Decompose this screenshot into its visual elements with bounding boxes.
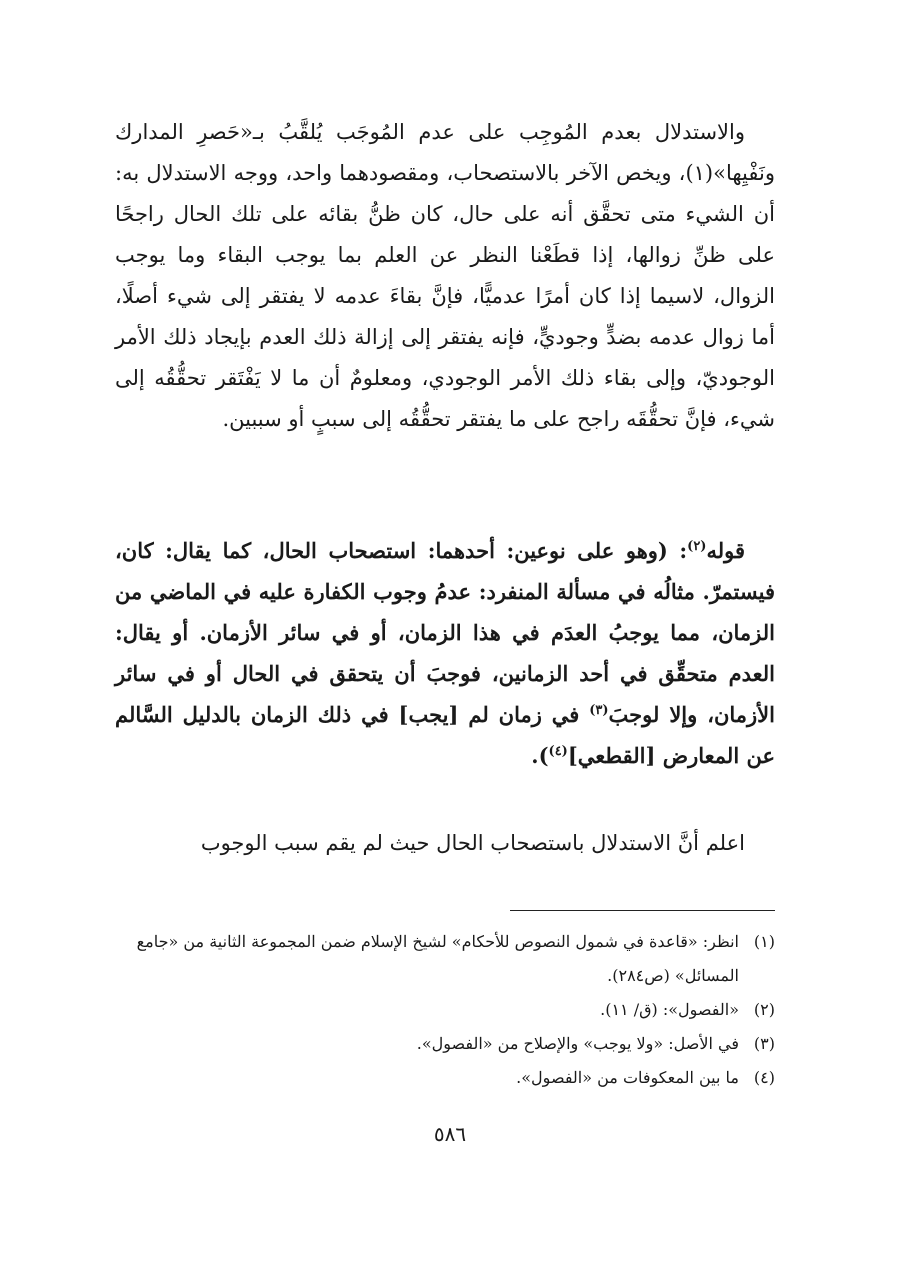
quoted-text-part-a: : (وهو على نوعين: أحدهما: استصحاب الحال، كما يقال: كان، فيستمرّ. مثالُه في مسألة المنفرد: عدمُ وجوب الكفارة عليه في الماضي من الزمان، مما يوجبُ العدَم في هذا الزمان، أو في سائر الأزمان. أو يقال: العدم متحقِّق في أحد الزمانين، فوجبَ أن يتحقق في الحال أو في سائر الأزمان، وإلا لوجبَ bbox=[115, 538, 775, 727]
body-paragraph-3 bbox=[115, 823, 775, 864]
footnote-number: (٤) bbox=[753, 1068, 775, 1087]
quoted-text-part-b: في زمان لم [يجب] في ذلك الزمان بالدليل السَّالم عن المعارض [القطعي] bbox=[115, 702, 775, 768]
footnote-text: انظر: «قاعدة في شمول النصوص للأحكام» لشيخ الإسلام ضمن المجموعة الثانية من «جامع المسائل» (ص٢٨٤). bbox=[136, 932, 739, 985]
footnote-item bbox=[115, 1027, 775, 1061]
footnote-number: (٣) bbox=[753, 1034, 775, 1053]
footnote-text: «الفصول»: (ق/ ١١). bbox=[600, 1000, 739, 1019]
body-paragraph-1-text: والاستدلال بعدم المُوجِب على عدم المُوجَب يُلقَّبُ بـ«حَصرِ المدارك ونَفْيِها»(١)، ويخص الآخر بالاستصحاب، ومقصودهما واحد، ووجه الاستدلال به: أن الشيء متى تحقَّق أنه على حال، كان ظنُّ بقائه على تلك الحال راجحًا على ظنِّ زوالها، إذا قطَعْنا النظر عن العلم بما يوجب البقاء وما يوجب الزوال، لاسيما إذا كان أمرًا عدميًّا، فإنَّ بقاءَ عدمه لا يفتقر إلى شيء أصلًا، أما زوال عدمه بضدٍّ وجوديٍّ، فإنه يفتقر إلى إزالة ذلك العدم بإيجاد ذلك الأمر الوجوديّ، وإلى بقاء ذلك الأمر الوجودي، ومعلومٌ أن ما لا يَفْتَقر تحقُّقُه إلى شيء، فإنَّ تحقُّقَه راجح على ما يفتقر تحقُّقُه إلى سببٍ أو سببين. bbox=[115, 120, 775, 431]
body-paragraph-3-text: اعلم أنَّ الاستدلال باستصحاب الحال حيث لم يقم سبب الوجوب bbox=[200, 831, 745, 855]
body-paragraph-1 bbox=[115, 112, 775, 440]
page-number: ٥٨٦ bbox=[433, 1122, 467, 1146]
footnote-item bbox=[115, 1061, 775, 1095]
footnote-item bbox=[115, 993, 775, 1027]
footnote-separator bbox=[510, 910, 775, 911]
footnote-item bbox=[115, 925, 775, 993]
body-paragraph-2 bbox=[115, 530, 775, 776]
footnote-text: ما بين المعكوفات من «الفصول». bbox=[516, 1068, 739, 1087]
footnote-ref-3: (٣) bbox=[589, 703, 609, 718]
quote-lead-word: قوله bbox=[706, 538, 745, 563]
footnote-ref-2: (٢) bbox=[687, 539, 707, 554]
footnote-number: (١) bbox=[753, 932, 775, 951]
footnote-text: في الأصل: «ولا يوجب» والإصلاح من «الفصول». bbox=[416, 1034, 739, 1053]
footnotes-list bbox=[115, 925, 775, 1095]
footnote-number: (٢) bbox=[753, 1000, 775, 1019]
footnote-ref-4: (٤) bbox=[548, 744, 568, 759]
quoted-text-part-c: ). bbox=[531, 743, 549, 768]
